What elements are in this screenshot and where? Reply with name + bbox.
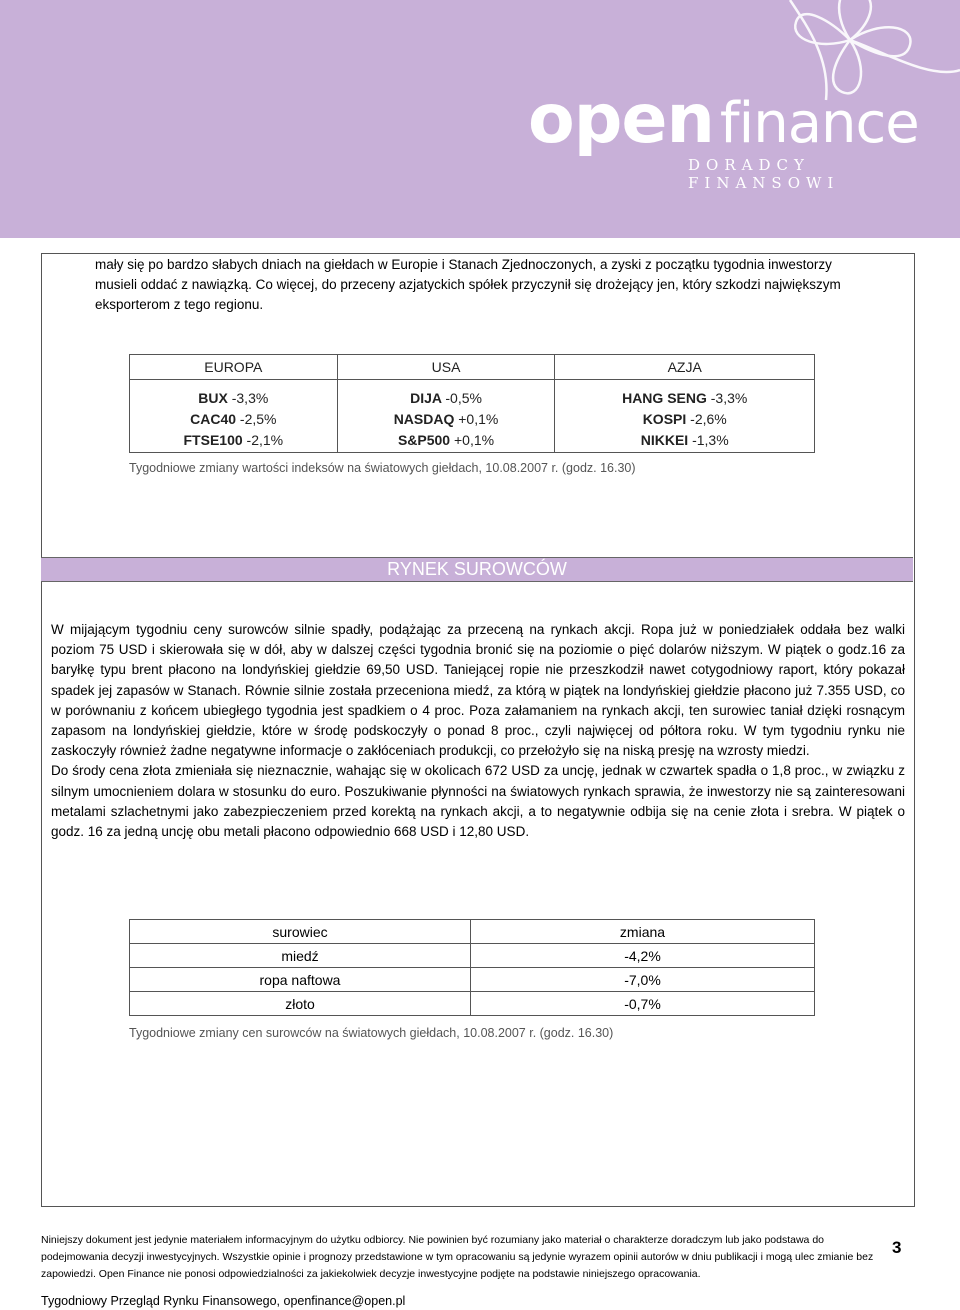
footer-disclaimer: Niniejszy dokument jest jedynie materiałem informacyjnym do użytku odbiorcy. Nie powinien być rozumiany jako materiał o charakterze doradczym lub jako podstawa do podejmowania decyzji inwestycyjnych. Wszystkie opinie i prognozy przedstawione w tym opracowaniu są jedynie wyrazem opinii autorów w dniu publikacji i mogą ulec zmianie bez zapowiedzi. Open Finance nie ponosi odpowiedzialności za jakiekolwiek decyzje inwestycyjne podjęte na podstawie niniejszego opracowania.	[41, 1234, 874, 1280]
index-change: +0,1%	[458, 411, 499, 427]
indices-caption: Tygodniowe zmiany wartości indeksów na światowych giełdach, 10.08.2007 r. (godz. 16.30)	[129, 461, 636, 475]
index-name: NIKKEI	[640, 432, 689, 448]
commodity-name: ropa naftowa	[130, 968, 471, 992]
article-paragraph: W mijającym tygodniu ceny surowców silnie spadły, podążając za przeceną na rynkach akcji. Ropa już w poniedziałek oddała bez walki poziom 75 USD i skierowała się w dół, aby w dalszej części tygodnia bronić się na poziomie o pięć dolarów niższym. W piątek o godz.16 za baryłkę typu brent płacono na londyńskiej giełdzie 69,50 USD. Taniejącej ropie nie przeszkodził nawet cotygodniowy raport, który pokazał spadek jej zapasów w Stanach. Równie silnie została przeceniona miedź, za którą w piątek na londyńskiej giełdzie płacono już 7.355 USD, co w porównaniu z końcem ubiegłego tygodnia jest spadkiem o 4 proc. Poza załamaniem na rynkach akcji, ten surowiec taniał dzięki rosnącym zapasom na londyńskiej giełdzie, które w środę podskoczyły o ponad 8 proc., czyli najwięcej od półtora roku. W tym tygodniu rynku nie zaskoczyły również żadne negatywne informacje o zakłóceniach produkcji, co przełożyło się na niską presję na wzrosty miedzi.	[51, 622, 905, 759]
table-row	[130, 992, 815, 1016]
index-name: FTSE100	[183, 432, 243, 448]
open-finance-logo: open finance	[528, 80, 919, 159]
index-change: -2,6%	[690, 411, 727, 427]
region-header: AZJA	[555, 355, 815, 380]
index-name: NASDAQ	[393, 411, 455, 427]
commodities-article	[51, 620, 905, 842]
column-header: zmiana	[471, 920, 815, 944]
index-name: DIJA	[410, 390, 442, 406]
commodities-table	[129, 919, 815, 1016]
index-change: -0,5%	[445, 390, 482, 406]
section-title: RYNEK SUROWCÓW	[41, 557, 913, 582]
publication-info: Tygodniowy Przegląd Rynku Finansowego, openfinance@open.pl	[41, 1294, 406, 1308]
table-row	[130, 968, 815, 992]
page-header	[0, 0, 960, 238]
region-indices	[130, 380, 338, 453]
index-change: -3,3%	[231, 390, 269, 406]
region-indices	[555, 380, 815, 453]
index-change: +0,1%	[454, 432, 495, 448]
index-change: -3,3%	[710, 390, 748, 406]
index-name: S&P500	[397, 432, 451, 448]
commodities-caption: Tygodniowe zmiany cen surowców na światowych giełdach, 10.08.2007 r. (godz. 16.30)	[129, 1026, 614, 1040]
commodity-change: -4,2%	[471, 944, 815, 968]
commodity-name: złoto	[130, 992, 471, 1016]
index-change: -2,5%	[239, 411, 277, 427]
table-row	[130, 944, 815, 968]
region-header: USA	[337, 355, 555, 380]
page-number: 3	[892, 1238, 902, 1257]
index-name: BUX	[198, 390, 228, 406]
commodity-change: -0,7%	[471, 992, 815, 1016]
index-name: CAC40	[190, 411, 237, 427]
index-name: HANG SENG	[622, 390, 707, 406]
logo-tagline: DORADCY FINANSOWI	[688, 156, 840, 192]
column-header: surowiec	[130, 920, 471, 944]
index-change: -2,1%	[246, 432, 284, 448]
index-change: -1,3%	[692, 432, 729, 448]
commodity-name: miedź	[130, 944, 471, 968]
commodity-change: -7,0%	[471, 968, 815, 992]
region-header: EUROPA	[130, 355, 338, 380]
index-name: KOSPI	[642, 411, 687, 427]
indices-table	[129, 354, 815, 453]
intro-paragraph: mały się po bardzo słabych dniach na giełdach w Europie i Stanach Zjednoczonych, a zyski z początku tygodnia inwestorzy musieli oddać z nawiązką. Co więcej, do przeceny azjatyckich spółek przyczynił się drożejący jen, który szkodzi największym eksporterom z tego regionu.	[95, 257, 841, 312]
region-indices	[337, 380, 555, 453]
article-paragraph: Do środy cena złota zmieniała się nieznacznie, wahając się w okolicach 672 USD za uncję, jednak w czwartek spadła o 1,8 proc., w związku z silnym umocnieniem dolara w stosunku do euro. Poszukiwanie płynności na światowych rynkach sprawia, że inwestorzy nie są zainteresowani metalami szlachetnymi jako zabezpieczeniem przed korektą na rynkach akcji, a to negatywnie odbija się na cenie złota i srebra. W piątek o godz. 16 za jedną uncję obu metali płacono odpowiednio 668 USD i 12,80 USD.	[51, 763, 905, 840]
